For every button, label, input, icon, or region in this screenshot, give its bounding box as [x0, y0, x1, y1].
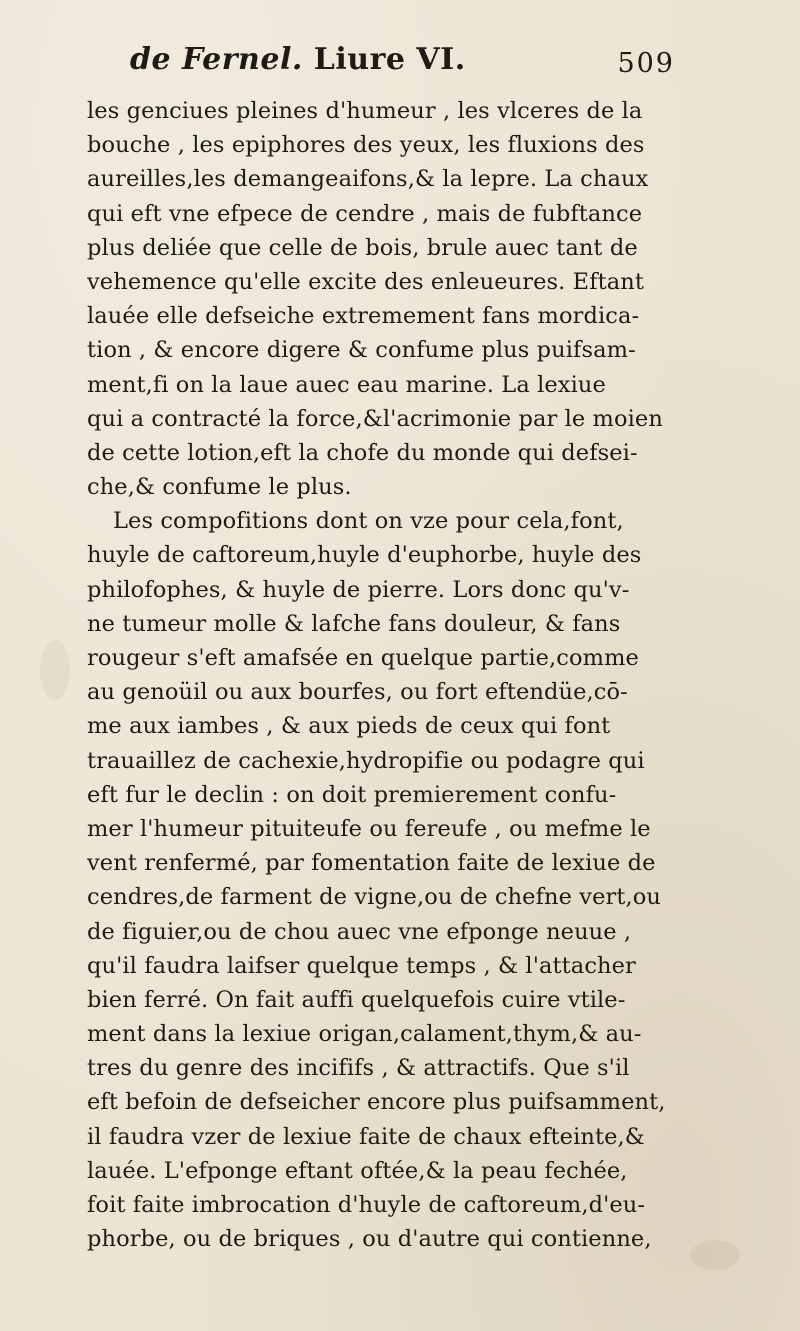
text-line: vent renfermé, par fomentation faite de lexiue de	[87, 850, 656, 877]
text-line: lauée. L'efponge eftant oftée,& la peau fechée,	[87, 1157, 628, 1184]
text-line: che,& confume le plus.	[87, 474, 352, 501]
text-line: cendres,de farment de vigne,ou de chefne vert,ou	[87, 884, 661, 911]
text-line: eft fur le declin : on doit premierement confu-	[87, 781, 617, 808]
text-line: ment dans la lexiue origan,calament,thym,& au-	[87, 1021, 642, 1048]
text-line: qu'il faudra laifser quelque temps , & l'attacher	[87, 952, 636, 979]
text-line: huyle de caftoreum,huyle d'euphorbe, huyle des	[87, 542, 642, 569]
author-title: de Fernel.	[130, 42, 303, 77]
text-line: bien ferré. On fait auffi quelquefois cuire vtile-	[87, 986, 626, 1013]
running-head-title	[130, 42, 466, 77]
text-line: qui a contracté la force,&l'acrimonie par le moien	[87, 405, 663, 432]
text-line: au genoüil ou aux bourfes, ou fort eftendüe,cō-	[87, 679, 628, 706]
text-line: tion , & encore digere & confume plus puifsam-	[87, 337, 636, 364]
text-line: les genciues pleines d'humeur , les vlceres de la	[87, 98, 643, 124]
book-label: Liure VI.	[313, 42, 466, 77]
text-line: me aux iambes , & aux pieds de ceux qui font	[87, 713, 611, 740]
text-line: rougeur s'eft amafsée en quelque partie,comme	[87, 645, 639, 671]
text-line: philofophes, & huyle de pierre. Lors donc qu'v-	[87, 576, 630, 603]
text-line: bouche , les epiphores des yeux, les fluxions des	[87, 132, 645, 159]
text-line: vehemence qu'elle excite des enleueures. Eftant	[87, 268, 645, 295]
text-line: tres du genre des incififs , & attractifs. Que s'il	[87, 1055, 630, 1082]
running-head	[130, 42, 675, 86]
text-line: de cette lotion,eft la chofe du monde qui defsei-	[87, 439, 638, 466]
paper-stain	[40, 640, 70, 700]
text-line: mer l'humeur pituiteufe ou fereufe , ou mefme le	[87, 815, 651, 842]
paragraph-start-line: Les compofitions dont on vze pour cela,font,	[113, 508, 624, 535]
text-line: foit faite imbrocation d'huyle de caftoreum,d'eu-	[87, 1192, 646, 1218]
text-line: qui eft vne efpece de cendre , mais de fubftance	[87, 200, 643, 227]
text-line: eft befoin de defseicher encore plus puifsamment,	[87, 1089, 666, 1116]
text-line: ment,fi on la laue auec eau marine. La lexiue	[87, 371, 606, 398]
text-line: aureilles,les demangeaifons,& la lepre. La chaux	[87, 166, 649, 193]
page-number: 509	[617, 48, 675, 79]
text-line: ne tumeur molle & lafche fans douleur, & fans	[87, 610, 621, 637]
text-line: il faudra vzer de lexiue faite de chaux efteinte,&	[87, 1123, 645, 1150]
text-line: de figuier,ou de chou auec vne efponge neuue ,	[87, 918, 632, 945]
text-line: lauée elle defseiche extremement fans mordica-	[87, 303, 640, 330]
text-line: plus deliée que celle de bois, brule auec tant de	[87, 234, 638, 261]
text-line: trauaillez de cachexie,hydropifie ou podagre qui	[87, 747, 645, 774]
text-line: phorbe, ou de briques , ou d'autre qui contienne,	[87, 1226, 652, 1253]
body-text	[87, 94, 747, 1256]
